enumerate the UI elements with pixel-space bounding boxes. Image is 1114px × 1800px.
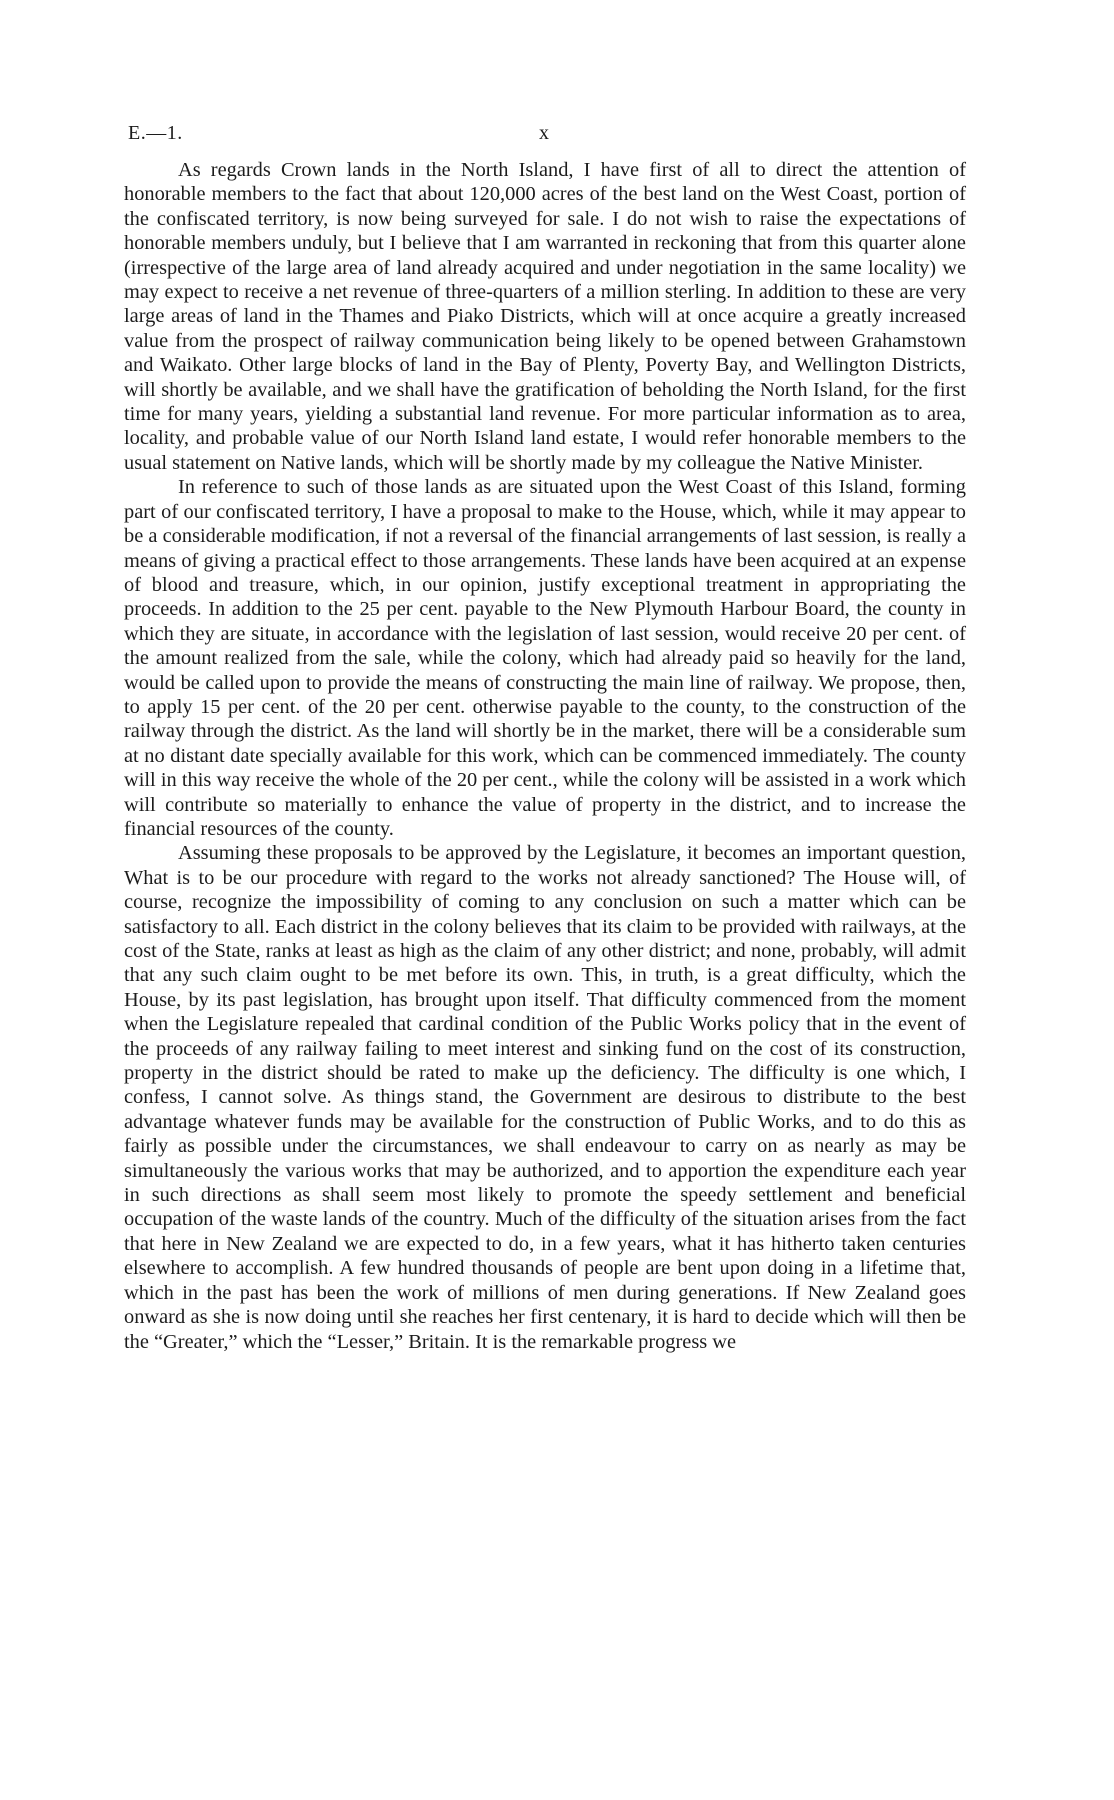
paragraph-crown-lands: As regards Crown lands in the North Island, I have first of all to direct the attention of honorable members to the fact that about 120,000 acres of the best land on the West Coast, portion of the confiscated territory, is now being surveyed for sale. I do not wish to raise the expectations of honorable members unduly, but I believe that I am warranted in reckoning that from this quarter alone (irrespective of the large area of land already acquired and under negotiation in the same locality) we may expect to receive a net revenue of three-quarters of a million sterling. In addition to these are very large areas of land in the Thames and Piako Districts, which will at once acquire a greatly increased value from the prospect of railway communication being likely to be opened between Grahamstown and Waikato. Other large blocks of land in the Bay of Plenty, Poverty Bay, and Wellington Districts, will shortly be available, and we shall have the gratification of beholding the North Island, for the first time for many years, yielding a substantial land revenue. For more particular information as to area, locality, and probable value of our North Island land estate, I would refer honorable members to the usual statement on Native lands, which will be shortly made by my colleague the Native Minister.: [124, 159, 966, 474]
page-number: x: [539, 122, 550, 144]
paragraph-works-procedure: Assuming these proposals to be approved by the Legislature, it becomes an important question, What is to be our procedure with regard to the works not already sanctioned? The House will, of course, recognize the impossibility of coming to any conclusion on such a matter which can be satisfactory to all. Each district in the colony believes that its claim to be provided with railways, at the cost of the State, ranks at least as high as the claim of any other district; and none, probably, will admit that any such claim ought to be met before its own. This, in truth, is a great difficulty, which the House, by its past legislation, has brought upon itself. That difficulty commenced from the moment when the Legislature repealed that cardinal condition of the Public Works policy that in the event of the proceeds of any railway failing to meet interest and sinking fund on the cost of its construction, property in the district should be rated to make up the deficiency. The difficulty is one which, I confess, I cannot solve. As things stand, the Government are desirous to distribute to the best advantage whatever funds may be available for the construction of Public Works, and to do this as fairly as possible under the circumstances, we shall endeavour to carry on as nearly as may be simultaneously the various works that may be authorized, and to apportion the expenditure each year in such directions as shall seem most likely to promote the speedy settlement and beneficial occupation of the waste lands of the country. Much of the difficulty of the situation arises from the fact that here in New Zealand we are expected to do, in a few years, what it has hitherto taken centuries elsewhere to accomplish. A few hundred thousands of people are bent upon doing in a lifetime that, which in the past has been the work of millions of men during generations. If New Zealand goes onward as she is now doing until she reaches her first centenary, it is hard to decide which will then be the “Greater,” which the “Lesser,” Britain. It is the remarkable progress we: [124, 842, 966, 1353]
page-header: [124, 118, 966, 158]
document-page: [124, 118, 966, 1354]
document-reference: E.—1.: [128, 122, 183, 144]
paragraph-west-coast-lands: In reference to such of those lands as are situated upon the West Coast of this Island, forming part of our confiscated territory, I have a proposal to make to the House, which, while it may appear to be a considerable modification, if not a reversal of the financial arrangements of last session, is really a means of giving a practical effect to those arrangements. These lands have been acquired at an expense of blood and treasure, which, in our opinion, justify exceptional treatment in appropriating the proceeds. In addition to the 25 per cent. payable to the New Plymouth Harbour Board, the county in which they are situate, in accordance with the legislation of last session, would receive 20 per cent. of the amount realized from the sale, while the colony, which had already paid so heavily for the land, would be called upon to provide the means of constructing the main line of railway. We propose, then, to apply 15 per cent. of the 20 per cent. otherwise payable to the county, to the construction of the railway through the district. As the land will shortly be in the market, there will be a considerable sum at no distant date specially available for this work, which can be commenced immediately. The county will in this way receive the whole of the 20 per cent., while the colony will be assisted in a work which will contribute so materially to enhance the value of property in the district, and to increase the financial resources of the county.: [124, 476, 966, 840]
body-text: [124, 158, 966, 1354]
